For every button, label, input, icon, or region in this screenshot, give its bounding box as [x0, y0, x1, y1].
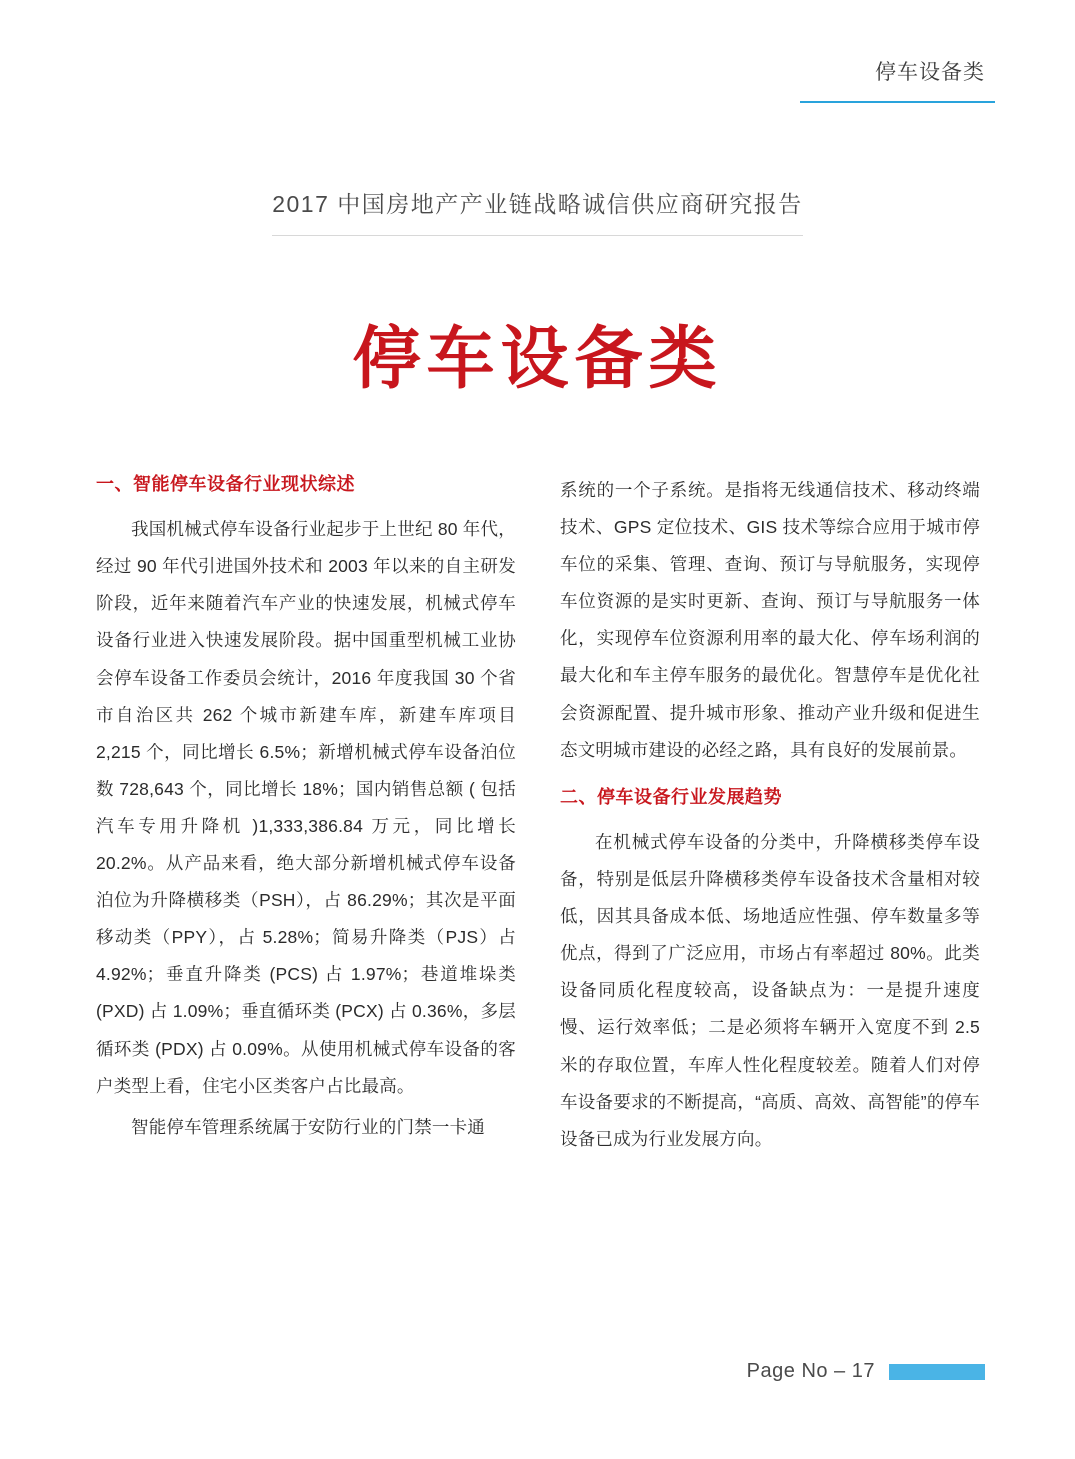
- column-right: [560, 472, 980, 1162]
- section-heading-1: 一、智能停车设备行业现状综述: [96, 474, 355, 494]
- page-footer: [747, 1360, 985, 1383]
- footer-accent-bar: [889, 1364, 985, 1380]
- report-title: 2017 中国房地产产业链战略诚信供应商研究报告: [272, 186, 803, 236]
- body-columns: [96, 472, 980, 1162]
- header-category-label: 停车设备类: [875, 61, 985, 84]
- paragraph-left-1: 我国机械式停车设备行业起步于上世纪 80 年代，经过 90 年代引进国外技术和 2003 年以来的自主研发阶段，近年来随着汽车产业的快速发展，机械式停车设备行业进入快速发展阶段。据中国重型机械工业协会停车设备工作委员会统计，2016 年度我国 30 个省市自治区共 262 个城市新建车库，新建车库项目 2,215 个，同比增长 6.5%；新增机械式停车设备泊位数 728,643 个，同比增长 18%；国内销售总额 ( 包括汽车专用升降机 )1,333,386.84 万元，同比增长 20.2%。从产品来看，绝大部分新增机械式停车设备泊位为升降横移类（PSH），占 86.29%；其次是平面移动类（PPY），占 5.28%；简易升降类（PJS）占 4.92%；垂直升降类 (PCS) 占 1.97%；巷道堆垛类 (PXD) 占 1.09%；垂直循环类 (PCX) 占 0.36%，多层循环类 (PDX) 占 0.09%。从使用机械式停车设备的客户类型上看，住宅小区类客户占比最高。: [96, 519, 516, 1096]
- page-number-label: Page No – 17: [746, 1360, 875, 1382]
- page-header: [0, 56, 1075, 86]
- paragraph-right-1: 系统的一个子系统。是指将无线通信技术、移动终端技术、GPS 定位技术、GIS 技术等综合应用于城市停车位的采集、管理、查询、预订与导航服务，实现停车位资源的是实时更新、查询、预订与导航服务一体化，实现停车位资源利用率的最大化、停车场利润的最大化和车主停车服务的最优化。智慧停车是优化社会资源配置、提升城市形象、推动产业升级和促进生态文明城市建设的必经之路，具有良好的发展前景。: [560, 480, 980, 760]
- section-heading-2: 二、停车设备行业发展趋势: [560, 786, 782, 807]
- column-left: [96, 472, 516, 1162]
- paragraph-right-2: 在机械式停车设备的分类中，升降横移类停车设备，特别是低层升降横移类停车设备技术含量相对较低，因其具备成本低、场地适应性强、停车数量多等优点，得到了广泛应用，市场占有率超过 80%。此类设备同质化程度较高，设备缺点为：一是提升速度慢、运行效率低；二是必须将车辆开入宽度不到 2.5 米的存取位置，车库人性化程度较差。随着人们对停车设备要求的不断提高，“高质、高效、高智能”的停车设备已成为行业发展方向。: [560, 831, 980, 1149]
- category-title-container: [0, 305, 1075, 402]
- header-divider-rule: [800, 101, 995, 103]
- page-title: 停车设备类: [352, 319, 723, 399]
- report-title-container: [0, 186, 1075, 236]
- paragraph-left-2: 智能停车管理系统属于安防行业的门禁一卡通: [131, 1116, 485, 1137]
